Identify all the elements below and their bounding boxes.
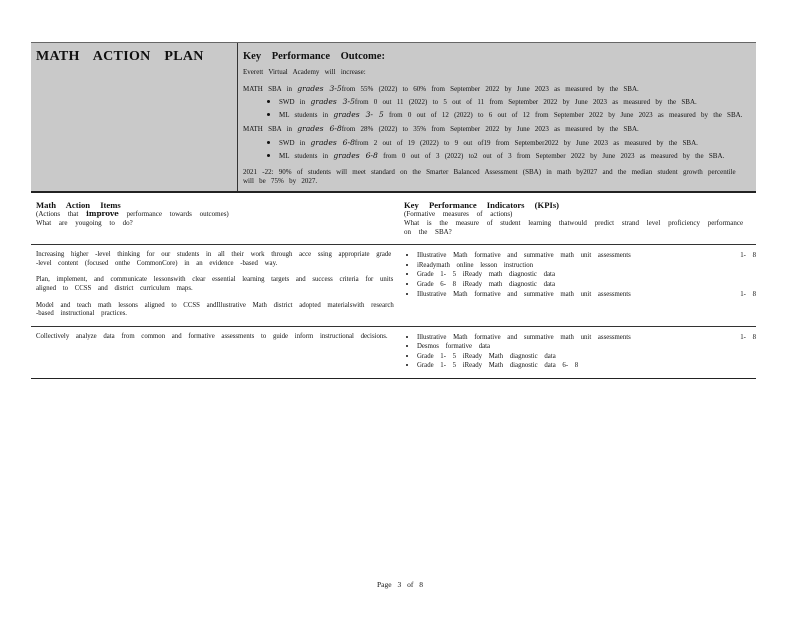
outcomes-68-list bbox=[243, 138, 751, 160]
table-row bbox=[31, 327, 756, 379]
action-item: Increasing higher -level thinking for our students in all their work through acce ssing appropriate grade -level content (focused onthe CommonCore) in an evidence -based way. bbox=[36, 251, 392, 267]
math-35-outcome: MATH SBA in grades 3-5from 55% (2022) to 60% from September 2022 by June 2023 as measured by the SBA. bbox=[243, 83, 639, 93]
key-performance-outcome-cell bbox=[238, 43, 756, 191]
kpi-list bbox=[404, 333, 756, 371]
action-items-subtitle: (Actions that improve performance towards outcomes) bbox=[36, 209, 229, 219]
swd-68-outcome: • SWD in grades 6-8from 2 out of 19 (2022) to 9 out of19 from September2022 by June 2023 as measured by the SBA. bbox=[279, 138, 751, 148]
kpi-item: • iReadymath online lesson instruction bbox=[417, 261, 756, 271]
kpi-item: • Illustrative Math formative and summative math unit assessments 1- 8 bbox=[417, 290, 756, 300]
outcomes-35-list bbox=[243, 97, 751, 119]
kpi-item: • Grade 6- 8 iReady math diagnostic data bbox=[417, 280, 756, 290]
kpi-header bbox=[398, 200, 756, 236]
kpi-item: • Grade 1- 5 iReady Math diagnostic data bbox=[417, 352, 756, 362]
plan-title-cell bbox=[31, 43, 238, 191]
kpi-title: Key Performance Indicators (KPIs) bbox=[404, 200, 560, 211]
action-item: Collectively analyze data from common and formative assessments to guide inform instructional decisions. bbox=[36, 332, 388, 340]
table-row bbox=[31, 245, 756, 327]
table-header bbox=[31, 193, 756, 245]
ml-35-outcome: • ML students in grades 3- 5 from 0 out of 12 (2022) to 6 out of 12 from September 2022 by June 2023 as measured by the SBA. bbox=[279, 110, 751, 120]
action-item: Model and teach math lessons aligned to CCSS andIllustrative Math district adopted materialswith research -based instructional practices. bbox=[36, 301, 394, 318]
intro-text: Everett Virtual Academy will increase: bbox=[243, 68, 366, 76]
kpi-question: What is the measure of student learning thatwould predict strand level proficiency performance on the SBA? bbox=[404, 218, 744, 236]
top-block bbox=[31, 42, 756, 193]
action-plan-page bbox=[31, 42, 756, 379]
kpi-list bbox=[404, 290, 756, 300]
kpi-item: • Desmos formative data bbox=[417, 342, 756, 352]
kpi-item: • Illustrative Math formative and summative math unit assessments 1- 8 bbox=[417, 333, 756, 343]
kpi-item: • Illustrative Math formative and summative math unit assessments 1- 8 bbox=[417, 251, 756, 261]
plan-title: MATH ACTION PLAN bbox=[36, 49, 204, 64]
kpo-title: Key Performance Outcome: bbox=[243, 51, 385, 62]
ml-68-outcome: • ML students in grades 6-8 from 0 out of 3 (2022) to2 out of 3 from September 2022 by June 2023 as measured by the SBA. bbox=[279, 151, 751, 161]
action-items-title: Math Action Items bbox=[36, 200, 121, 211]
action-item: Plan, implement, and communicate lessonswith clear essential learning targets and success criteria for units aligned to CCSS and district curriculum maps. bbox=[36, 276, 394, 292]
math-68-outcome: MATH SBA in grades 6-8from 28% (2022) to 35% from September 2022 by June 2023 as measured by the SBA. bbox=[243, 124, 639, 134]
swd-35-outcome: • SWD in grades 3-5from 0 out 11 (2022) to 5 out of 11 from September 2022 by June 2023 as measured by the SBA. bbox=[279, 97, 751, 107]
action-items-question: What are yougoing to do? bbox=[36, 218, 133, 227]
page-number: Page 3 of 8 bbox=[377, 580, 423, 589]
action-items-header bbox=[31, 200, 398, 236]
longterm-goal: 2021 -22: 90% of students will meet standard on the Smarter Balanced Assessment (SBA) in math by2027 and the median student growth percentile will be 75% by 2027. bbox=[243, 168, 736, 185]
kpi-list bbox=[404, 251, 756, 289]
kpi-subtitle: (Formative measures of actions) bbox=[404, 210, 513, 219]
kpi-item: • Grade 1- 5 iReady math diagnostic data bbox=[417, 270, 756, 280]
kpi-item: • Grade 1- 5 iReady Math diagnostic data 6- 8 bbox=[417, 361, 756, 371]
